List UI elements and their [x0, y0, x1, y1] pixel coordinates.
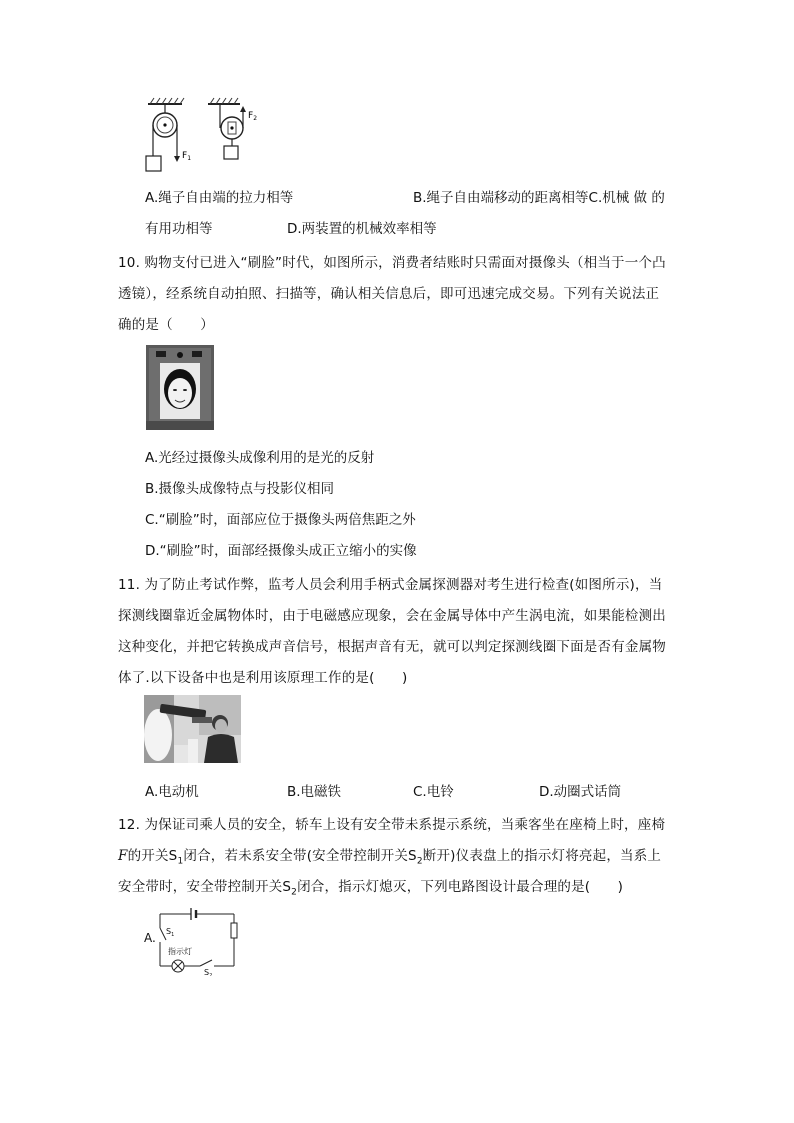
q11-line-4: 体了.以下设备中也是利用该原理工作的是( )	[118, 670, 408, 686]
q11-line-3: 这种变化，并把它转换成声音信号，根据声音有无，就可以判定探测线圈下面是否有金属物	[118, 639, 666, 655]
s1-label: $S_1$	[166, 927, 175, 938]
q11-option-b: B.电磁铁	[287, 784, 342, 800]
f1-label: $F_1$	[182, 151, 192, 162]
q11-line-2: 探测线圈靠近金属物体时，由于电磁感应现象，会在金属导体中产生涡电流，如果能检测出	[118, 608, 666, 624]
circuit-diagram-a	[142, 900, 252, 976]
q10-option-c: C.“刷脸”时，面部应位于摄像头两倍焦距之外	[145, 512, 416, 528]
q10-option-d: D.“刷脸”时，面部经摄像头成正立缩小的实像	[145, 543, 417, 559]
q12-line-3: 安全带时，安全带控制开关$S_2$闭合，指示灯熄灭，下列电路图设计最合理的是( )	[118, 879, 624, 898]
q9-option-c-cont: 有用功相等	[145, 221, 213, 237]
q12-line-2: F的开关$S_1$闭合，若未系安全带(安全带控制开关$S_2$断开)仪表盘上的指示灯将亮起，当系上	[118, 848, 662, 867]
q9-option-b-c: B.绳子自由端移动的距离相等C.机械 做 的	[413, 190, 665, 206]
q10-line-1: 10. 购物支付已进入“刷脸”时代，如图所示，消费者结账时只需面对摄像头（相当于一个凸	[118, 255, 666, 271]
face-scan-image	[146, 345, 214, 430]
f2-label: $F_2$	[248, 111, 258, 122]
q10-option-a: A.光经过摄像头成像利用的是光的反射	[145, 450, 375, 466]
q10-line-2: 透镜），经系统自动拍照、扫描等，确认相关信息后，即可迅速完成交易。下列有关说法正	[118, 286, 660, 302]
q11-option-c: C.电铃	[413, 784, 454, 800]
q11-line-1: 11. 为了防止考试作弊，监考人员会利用手柄式金属探测器对考生进行检查(如图所示)，当	[118, 577, 663, 593]
q10-option-b: B.摄像头成像特点与投影仪相同	[145, 481, 335, 497]
q9-option-d: D.两装置的机械效率相等	[287, 221, 437, 237]
lamp-label: 指示灯	[168, 947, 192, 956]
q10-line-3: 确的是（ ）	[118, 317, 214, 333]
q9-option-a: A.绳子自由端的拉力相等	[145, 190, 294, 206]
s2-label: $S_2$	[204, 968, 213, 976]
circuit-option-label: A.	[144, 931, 156, 945]
metal-detector-photo	[144, 695, 241, 763]
pulley-diagram	[140, 96, 275, 176]
q11-option-d: D.动圈式话筒	[539, 784, 622, 800]
q11-option-a: A.电动机	[145, 784, 199, 800]
q12-line-1: 12. 为保证司乘人员的安全，轿车上设有安全带未系提示系统，当乘客坐在座椅上时，座椅	[118, 817, 666, 833]
